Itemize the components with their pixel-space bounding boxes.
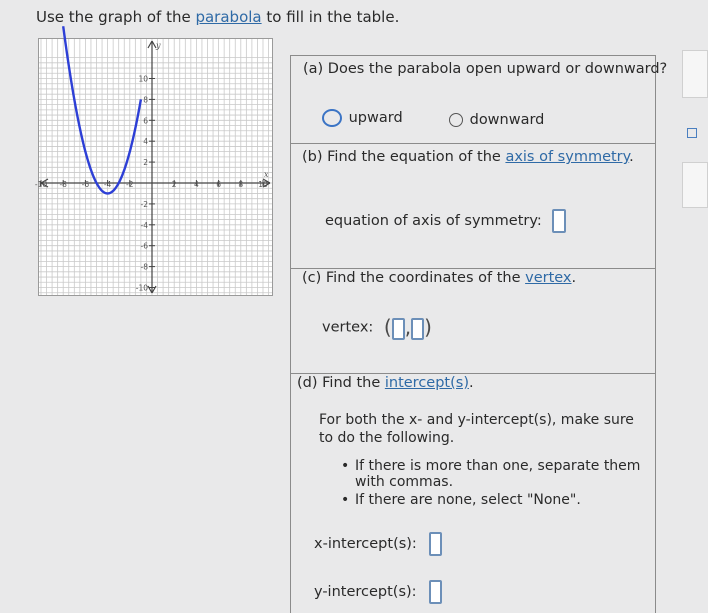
x-tick-label: -2 [126,180,134,189]
x-tick-label: -8 [59,180,67,189]
intercepts-link[interactable]: intercept(s) [384,375,469,391]
part-b-question-suffix: . [629,149,634,165]
vertex-open-paren: ( [383,315,392,339]
y-intercept-label: y-intercept(s): [314,584,417,600]
bullet-multiple [355,458,640,490]
x-tick-label: -4 [103,180,112,189]
side-panel-button[interactable] [682,50,708,98]
downward-label: downward [469,112,545,128]
axis-symmetry-answer-row [325,209,566,233]
bullet-none [355,492,640,508]
bullet1-line1: • If there is more than one, separate them [355,458,641,474]
x-intercept-row [314,532,442,556]
vertex-label: vertex: [322,319,374,336]
x-tick-label: -10 [34,180,48,189]
x-intercept-input[interactable] [429,532,442,556]
downward-radio[interactable] [449,113,463,127]
y-intercept-input[interactable] [429,580,442,604]
instruction-suffix: to fill in the table. [261,8,400,26]
y-tick-label: 2 [143,158,148,168]
axis-symmetry-input[interactable] [552,209,566,233]
x-tick-label: 10 [258,180,268,189]
x-tick-label: 4 [194,180,199,189]
part-d-question [297,375,474,391]
part-d-instruction-line2: to do the following. [319,430,455,446]
x-tick-label: -6 [81,180,90,189]
bullet1-line2: with commas. [355,474,454,490]
part-d-instructions [319,411,634,447]
y-tick-label: -8 [140,262,148,272]
x-axis-label: x [264,170,269,179]
x-tick-label: 6 [216,180,221,189]
part-b-question-prefix: (b) Find the equation of the [302,149,506,165]
axis-of-symmetry-link[interactable]: axis of symmetry [505,149,630,165]
y-tick-label: -6 [140,241,148,251]
part-d-question-suffix: . [468,375,474,391]
downward-option[interactable] [449,112,544,128]
part-d-question-prefix: (d) Find the [297,375,385,391]
collapse-icon[interactable] [687,128,697,138]
parabola-link[interactable]: parabola [195,8,262,26]
upward-label: upward [348,110,403,126]
side-panel-tab[interactable] [682,162,708,208]
vertex-comma: , [404,315,412,339]
instruction-prefix: Use the graph of the [36,8,196,26]
x-intercept-label: x-intercept(s): [314,536,417,552]
y-tick-label: 6 [143,116,148,126]
parabola-graph [34,39,272,295]
vertex-y-input[interactable] [411,318,424,340]
x-tick-label: 2 [171,180,177,189]
y-tick-label: -4 [140,220,148,230]
y-intercept-row [314,580,442,604]
y-tick-label: 10 [138,74,148,84]
x-tick-label: 8 [238,180,244,189]
part-b-question [302,149,634,165]
y-tick-label: 8 [143,95,148,105]
part-c-question-suffix: . [571,270,577,286]
instruction-text [36,8,399,26]
y-tick-label: -2 [140,199,148,209]
part-d-bullets [355,458,640,508]
vertex-input-group [384,315,432,340]
bullet2-text: • If there are none, select "None". [355,492,581,508]
graph-panel [34,38,273,296]
axis-symmetry-label: equation of axis of symmetry: [325,213,542,229]
vertex-answer-row [322,315,432,340]
y-axis-label: y [156,41,161,50]
y-tick-label: -10 [135,283,148,293]
upward-radio[interactable] [322,109,342,127]
part-c-question-prefix: (c) Find the coordinates of the [302,270,526,286]
upward-option[interactable] [322,109,403,127]
vertex-close-paren: ) [424,315,432,339]
vertex-x-input[interactable] [392,318,405,340]
vertex-link[interactable]: vertex [525,270,572,286]
part-a-question: (a) Does the parabola open upward or downward? [303,61,668,77]
part-d-instruction-line1: For both the x- and y-intercept(s), make sure [319,412,634,428]
part-c-question [302,270,576,286]
y-tick-label: 4 [143,137,148,147]
